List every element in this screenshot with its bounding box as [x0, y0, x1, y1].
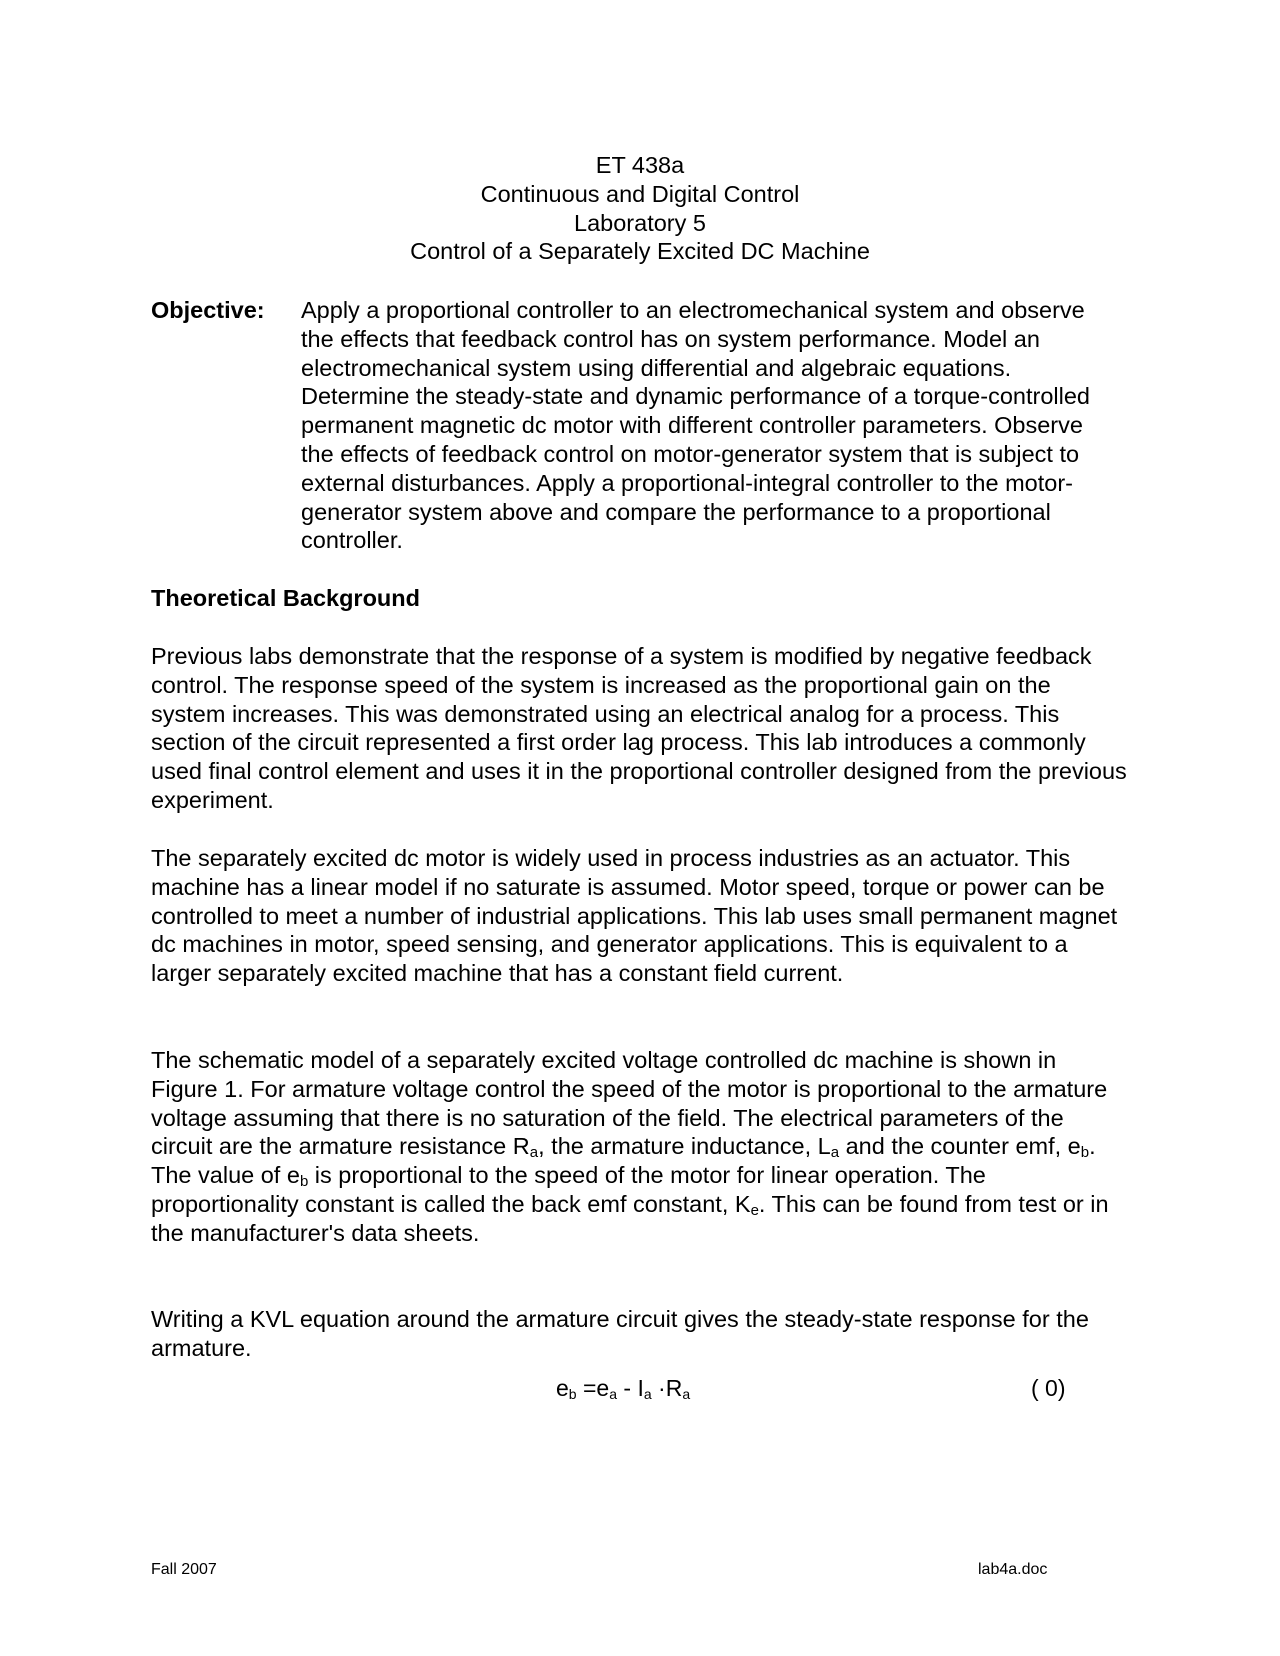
- text-run: , the armature inductance, L: [538, 1133, 831, 1160]
- course-subject: Continuous and Digital Control: [480, 180, 800, 207]
- text-run: . The value of e: [151, 1133, 1096, 1189]
- paragraph-previous-labs: Previous labs demonstrate that the response of a system is modified by negative feedback control. The response speed of the system is increased as the proportional gain on the system increases. This was demonstrated using an electrical analog for a process. This section of the circuit represented a first order lag process. This lab introduces a commonly used final control element and uses it in the proportional controller designed from the previous experiment.: [151, 643, 1127, 813]
- subscript: a: [830, 1144, 840, 1162]
- eq-subscript: b: [568, 1386, 577, 1402]
- lab-title: Control of a Separately Excited DC Machine: [410, 238, 870, 265]
- eq-term: =e: [576, 1375, 610, 1401]
- text-run: and the counter emf, e: [839, 1133, 1081, 1160]
- subscript: b: [299, 1173, 309, 1191]
- eq-subscript: a: [609, 1386, 618, 1402]
- title-block: [0, 151, 1280, 266]
- eq-subscript: a: [643, 1386, 652, 1402]
- lab-number: Laboratory 5: [574, 209, 706, 236]
- paragraph-dc-motor: The separately excited dc motor is widely used in process industries as an actuator. This machine has a linear model if no saturate is assumed. Motor speed, torque or power can be controlled to meet a number of industrial applications. This lab uses small permanent magnet dc machines in motor, speed sensing, and generator applications. This is equivalent to a larger separately excited machine that has a constant field current.: [151, 845, 1118, 987]
- subscript: a: [529, 1144, 539, 1162]
- course-code: ET 438a: [595, 152, 685, 178]
- objective-text: Apply a proportional controller to an electromechanical system and observe the effects that feedback control has on system performance. Model an electromechanical system using differential and algebraic equations. Determine the steady-state and dynamic performance of a torque-controlled permanent magnetic dc motor with different controller parameters. Observe the effects of feedback control on motor-generator system that is subject to external disturbances. Apply a proportional-integral controller to the motor-generator system above and compare the performance to a proportional controller.: [301, 297, 1090, 554]
- section-heading: Theoretical Background: [151, 585, 420, 611]
- objective-label: Objective:: [151, 297, 265, 323]
- footer-semester: Fall 2007: [151, 1561, 217, 1578]
- text-run: is proportional to the speed of the motor for linear operation. The proportionality constant is called the back emf constant, K: [151, 1162, 986, 1217]
- subscript: b: [1080, 1144, 1090, 1162]
- eq-term: e: [556, 1375, 569, 1401]
- subscript: e: [750, 1201, 759, 1219]
- text-run: The schematic model of a separately excited voltage controlled dc machine is shown in Figure 1. For armature voltage control the speed of the motor is proportional to the armature voltage assuming that there is no saturation of the field. The electrical parameters of the circuit are the armature resistance R: [151, 1047, 1108, 1160]
- paragraph-schematic-model: [151, 1046, 1126, 1248]
- eq-term: - I: [617, 1375, 644, 1401]
- text-run: . This can be found from test or in the manufacturer's data sheets.: [151, 1190, 1109, 1246]
- eq-subscript: a: [682, 1386, 691, 1402]
- equation-number: ( 0): [1031, 1375, 1066, 1401]
- footer-filename: lab4a.doc: [978, 1561, 1048, 1578]
- paragraph-kvl: Writing a KVL equation around the armature circuit gives the steady-state response for the armature.: [151, 1306, 1089, 1361]
- kvl-equation: [556, 1374, 690, 1403]
- eq-term: ·R: [651, 1375, 683, 1401]
